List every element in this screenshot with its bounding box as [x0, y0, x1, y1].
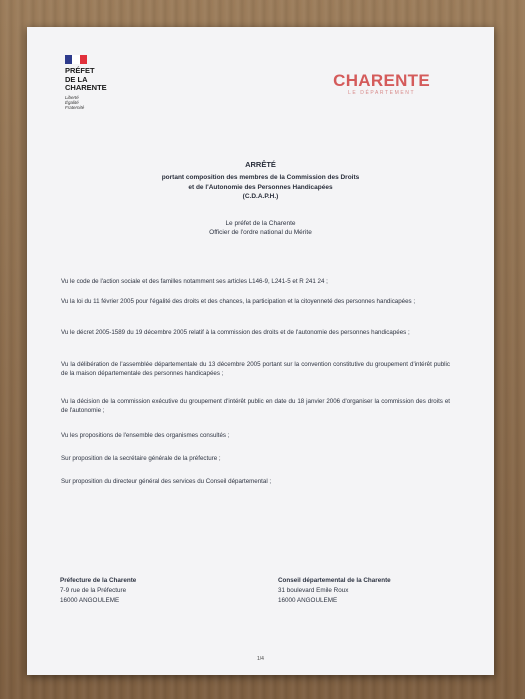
french-flag-icon — [65, 55, 87, 64]
address-line: 7-9 rue de la Préfecture — [60, 587, 127, 594]
document-subtitle-line: et de l'Autonomie des Personnes Handicapées — [188, 183, 333, 191]
department-name: CHARENTE — [333, 71, 430, 90]
authority-line: Officier de l'ordre national du Mérite — [209, 229, 312, 236]
document-subtitle-line: (C.D.A.P.H.) — [242, 193, 279, 200]
visa-paragraph: Vu la décision de la commission exécutive du groupement d'intérêt public en date du 18 janvier 2006 d'organiser la commission des droits et de l'autonomie ; — [61, 398, 450, 414]
visa-paragraph: Vu la loi du 11 février 2005 pour l'égalité des droits et des chances, la participation et la citoyenneté des personnes handicapées ; — [61, 298, 416, 305]
visa-paragraph: Sur proposition de la secrétaire générale de la préfecture ; — [61, 455, 221, 462]
visa-paragraph: Vu la délibération de l'assemblée départementale du 13 décembre 2005 portant sur la convention constitutive du groupement d'intérêt public de la maison départementale des personnes handicapées ; — [61, 361, 450, 377]
department-logo — [333, 71, 430, 96]
document-subtitle-line: portant composition des membres de la Commission des Droits — [161, 174, 360, 181]
visa-paragraph: Sur proposition du directeur général des services du Conseil départemental ; — [61, 478, 272, 485]
visa-paragraph: Vu le décret 2005-1589 du 19 décembre 2005 relatif à la commission des droits et de l'autonomie des personnes handicapées ; — [61, 329, 410, 336]
document-title: ARRÊTÉ — [245, 160, 276, 169]
signing-authority — [27, 219, 494, 237]
address-line: 16000 ANGOULEME — [60, 597, 120, 604]
department-subtitle: LE DÉPARTEMENT — [347, 90, 416, 96]
flag-blue-band — [65, 55, 72, 64]
prefecture-logo — [65, 55, 107, 110]
authority-line: Le préfet de la Charente — [225, 220, 296, 227]
council-address — [278, 576, 391, 606]
visa-paragraph: Vu le code de l'action sociale et des familles notamment ses articles L146-9, L241-5 et R 241 24 ; — [61, 278, 328, 285]
address-line: 16000 ANGOULEME — [278, 597, 338, 604]
republic-motto: Liberté Égalité Fraternité — [65, 94, 85, 110]
flag-white-band — [72, 55, 79, 64]
prefecture-name: PRÉFET DE LA CHARENTE — [65, 66, 107, 92]
page-number: 1/4 — [257, 656, 264, 662]
document-heading — [27, 160, 494, 202]
document-page — [27, 27, 494, 675]
council-address-title: Conseil départemental de la Charente — [278, 577, 391, 584]
visa-paragraph: Vu les propositions de l'ensemble des organismes consultés ; — [61, 432, 230, 439]
address-line: 31 boulevard Emile Roux — [278, 587, 349, 594]
flag-red-band — [80, 55, 87, 64]
prefecture-address — [60, 576, 136, 606]
prefecture-address-title: Préfecture de la Charente — [60, 577, 137, 584]
